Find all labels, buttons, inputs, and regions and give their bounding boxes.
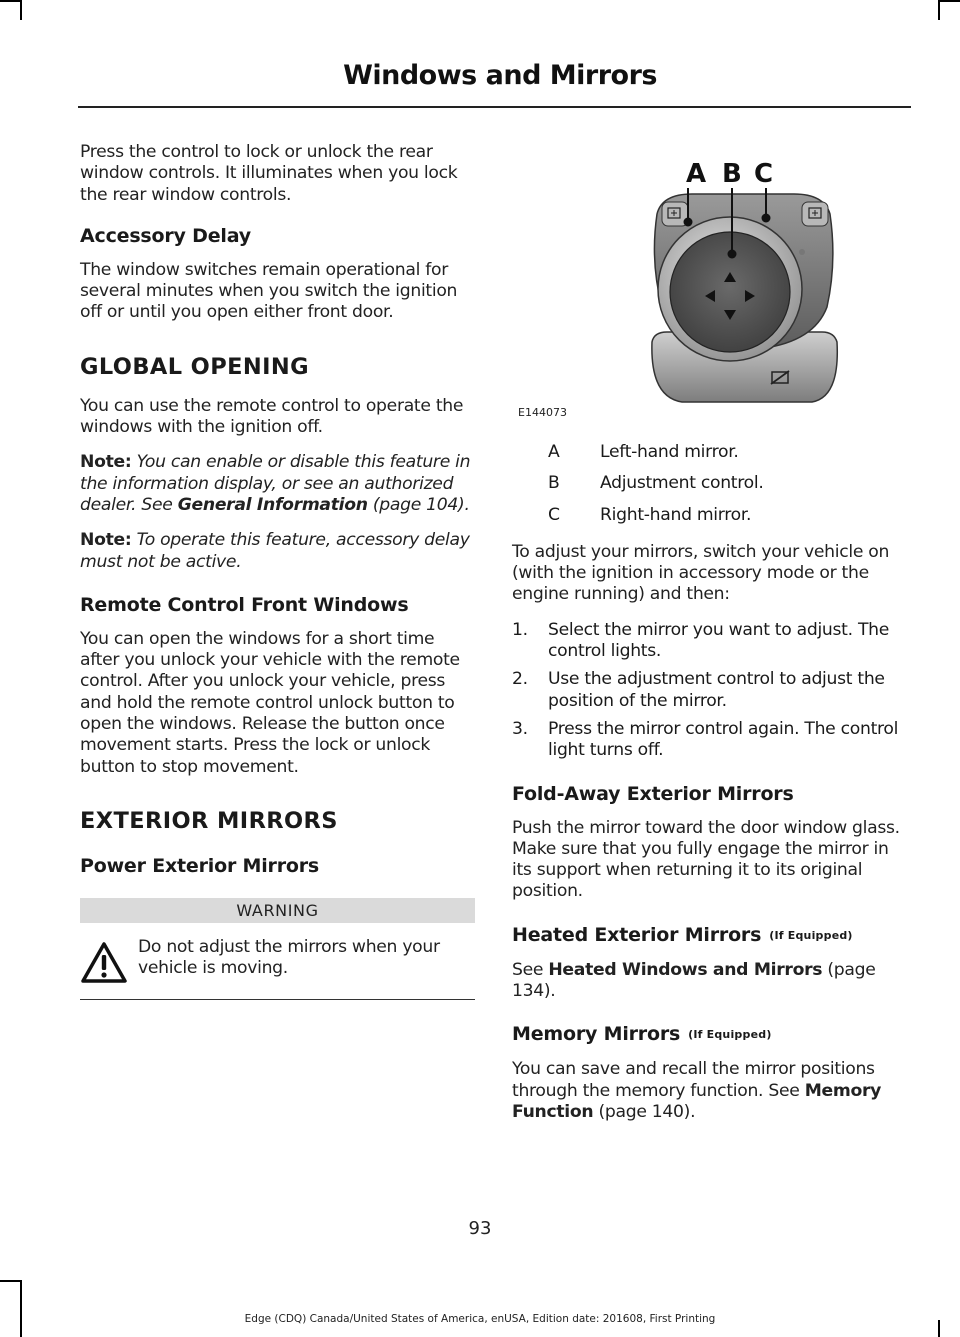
accessory-delay-paragraph: The window switches remain operational for several minutes when you switch the ignition off or until you open either front door. (80, 259, 458, 323)
callout-b: B (722, 159, 742, 189)
figure-key (512, 442, 910, 526)
list-item: 2. Use the adjustment control to adjust the position of the mirror. (512, 669, 885, 711)
note-page-ref: (page 104). (372, 494, 470, 515)
heading-memory-mirrors: Memory Mirrors (If Equipped) (512, 1023, 772, 1046)
note-text: You can enable or disable this feature in the information display, or see an authorized dealer. See (80, 452, 471, 515)
page-header-title: Windows and Mirrors (343, 60, 657, 91)
heated-mirrors-paragraph: See Heated Windows and Mirrors (page 134). (512, 959, 876, 1002)
crop-mark (0, 1280, 20, 1282)
if-equipped-label: (If Equipped) (769, 928, 853, 942)
warning-triangle-icon (80, 941, 128, 985)
key-row-a: A Left-hand mirror. (548, 442, 739, 462)
crop-mark (20, 1280, 22, 1337)
warning-title: WARNING (80, 898, 475, 923)
page-footer: Edge (CDQ) Canada/United States of America, enUSA, Edition date: 201608, First Printing (244, 1313, 716, 1325)
memory-mirrors-paragraph: You can save and recall the mirror positions through the memory function. See Memory Function (page 140). (512, 1059, 882, 1122)
heading-remote-control: Remote Control Front Windows (80, 593, 409, 616)
warning-box (80, 898, 475, 1001)
note-label: Note: (80, 530, 132, 551)
key-row-c: C Right-hand mirror. (548, 504, 752, 525)
crop-mark (20, 0, 22, 20)
figure-code: E144073 (518, 406, 567, 419)
callout-a: A (686, 159, 707, 189)
page-number: 93 (468, 1218, 492, 1239)
note-display (80, 452, 475, 516)
crop-mark (940, 0, 960, 2)
if-equipped-label: (If Equipped) (688, 1028, 772, 1042)
global-opening-paragraph: You can use the remote control to operate the windows with the ignition off. (80, 395, 464, 438)
heading-exterior-mirrors: EXTERIOR MIRRORS (80, 807, 338, 834)
note-label: Note: (80, 452, 132, 473)
remote-control-paragraph: You can open the windows for a short time after you unlock your vehicle with the remote control. After you unlock your vehicle, press and hold the remote control unlock button to open the windows. Release the button once movement starts. Press the lock or unlock button to stop movement. (80, 628, 460, 777)
adjust-intro-paragraph: To adjust your mirrors, switch your vehicle on (with the ignition in accessory mode or the engine running) and then: (512, 541, 890, 605)
warning-text: Do not adjust the mirrors when your vehicle is moving. (138, 936, 440, 979)
mirror-control-figure (512, 142, 910, 419)
heading-accessory-delay: Accessory Delay (80, 224, 251, 247)
header-rule (78, 106, 911, 108)
callout-c: C (754, 159, 774, 189)
heated-windows-link[interactable]: Heated Windows and Mirrors (548, 959, 823, 980)
key-row-b: B Adjustment control. (548, 473, 764, 494)
list-item: 1. Select the mirror you want to adjust. The control lights. (512, 619, 890, 662)
mirror-control-illustration (512, 142, 910, 412)
heading-global-opening: GLOBAL OPENING (80, 353, 309, 380)
note-text: To operate this feature, accessory delay must not be active. (80, 530, 470, 572)
note-accessory (80, 530, 475, 573)
adjust-steps (512, 620, 910, 762)
warning-body (80, 933, 475, 985)
left-column (80, 142, 475, 1000)
memory-function-link[interactable]: Memory Function (512, 1080, 882, 1122)
crop-mark (938, 0, 940, 20)
warning-rule (80, 999, 475, 1001)
list-item: 3. Press the mirror control again. The control light turns off. (512, 718, 899, 761)
crop-mark (0, 0, 20, 2)
right-column (512, 142, 910, 1137)
heading-heated-mirrors: Heated Exterior Mirrors (If Equipped) (512, 923, 853, 946)
rear-lock-paragraph: Press the control to lock or unlock the rear window controls. It illuminates when you lock the rear window controls. (80, 142, 458, 205)
heading-power-mirrors: Power Exterior Mirrors (80, 854, 320, 877)
general-information-link[interactable]: General Information (177, 494, 368, 515)
fold-away-paragraph: Push the mirror toward the door window glass. Make sure that you fully engage the mirror in its support when returning it to its original position. (512, 817, 900, 902)
heading-fold-away: Fold-Away Exterior Mirrors (512, 782, 794, 805)
